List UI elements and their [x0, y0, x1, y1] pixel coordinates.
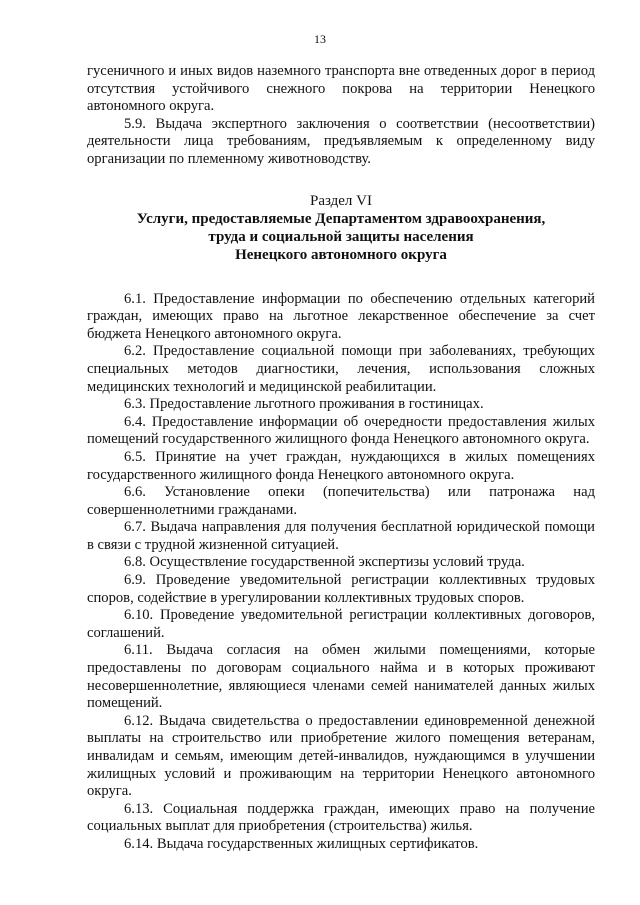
section-title-line-1: Услуги, предоставляемые Департаментом здравоохранения,: [136, 210, 546, 227]
section-label: Раздел VI: [309, 192, 372, 209]
list-item: 6.1. Предоставление информации по обеспечению отдельных категорий граждан, имеющих право на льготное лекарственное обеспечение за счет бюджета Ненецкого автономного округа.: [87, 290, 595, 342]
list-item: 6.12. Выдача свидетельства о предоставлении единовременной денежной выплаты на строительство или приобретение жилого помещения ветеранам, инвалидам и семьям, имеющим детей-инвалидов, нуждающимся в улучшении жилищных условий и проживающим на территории Ненецкого автономного округа.: [87, 712, 595, 800]
list-item: 6.14. Выдача государственных жилищных сертификатов.: [124, 835, 479, 852]
section-title-line-3: Ненецкого автономного округа: [235, 246, 447, 263]
list-item: 6.9. Проведение уведомительной регистрации коллективных трудовых споров, содействие в урегулировании коллективных трудовых споров.: [87, 572, 595, 606]
section-title-line-2: труда и социальной защиты населения: [208, 228, 474, 245]
paragraph-5-9: 5.9. Выдача экспертного заключения о соответствии (несоответствии) деятельности лица требованиям, предъявляемым к определенному виду организации по племенному животноводству.: [87, 115, 595, 167]
service-list: [87, 291, 595, 854]
list-item: 6.10. Проведение уведомительной регистрации коллективных договоров, соглашений.: [87, 607, 595, 641]
list-item: 6.5. Принятие на учет граждан, нуждающихся в жилых помещениях государственного жилищного фонда Ненецкого автономного округа.: [87, 448, 595, 483]
list-item: 6.13. Социальная поддержка граждан, имеющих право на получение социальных выплат для приобретения (строительства) жилья.: [87, 800, 595, 835]
section-heading: [87, 192, 595, 264]
list-item: 6.3. Предоставление льготного проживания в гостиницах.: [124, 396, 484, 413]
list-item: 6.4. Предоставление информации об очередности предоставления жилых помещений государственного жилищного фонда Ненецкого автономного округа.: [87, 413, 595, 448]
list-item: 6.6. Установление опеки (попечительства) или патронажа над совершеннолетними гражданами.: [87, 484, 595, 518]
intro-paragraphs: [87, 63, 595, 169]
paragraph-continuation: гусеничного и иных видов наземного транспорта вне отведенных дорог в период отсутствия устойчивого снежного покрова на территории Ненецкого автономного округа.: [87, 63, 595, 115]
document-body: [87, 63, 595, 854]
list-item: 6.2. Предоставление социальной помощи при заболеваниях, требующих специальных методов диагностики, лечения, использования сложных медицинских технологий и медицинской реабилитации.: [87, 343, 595, 395]
list-item: 6.11. Выдача согласия на обмен жилыми помещениями, которые предоставлены по договорам социального найма и в которых проживают несовершеннолетние, являющиеся членами семей нанимателей данных жилых помещений.: [87, 642, 595, 712]
page-number: 13: [314, 32, 326, 46]
list-item: 6.8. Осуществление государственной экспертизы условий труда.: [124, 554, 525, 571]
list-item: 6.7. Выдача направления для получения бесплатной юридической помощи в связи с трудной жизненной ситуацией.: [87, 519, 595, 553]
